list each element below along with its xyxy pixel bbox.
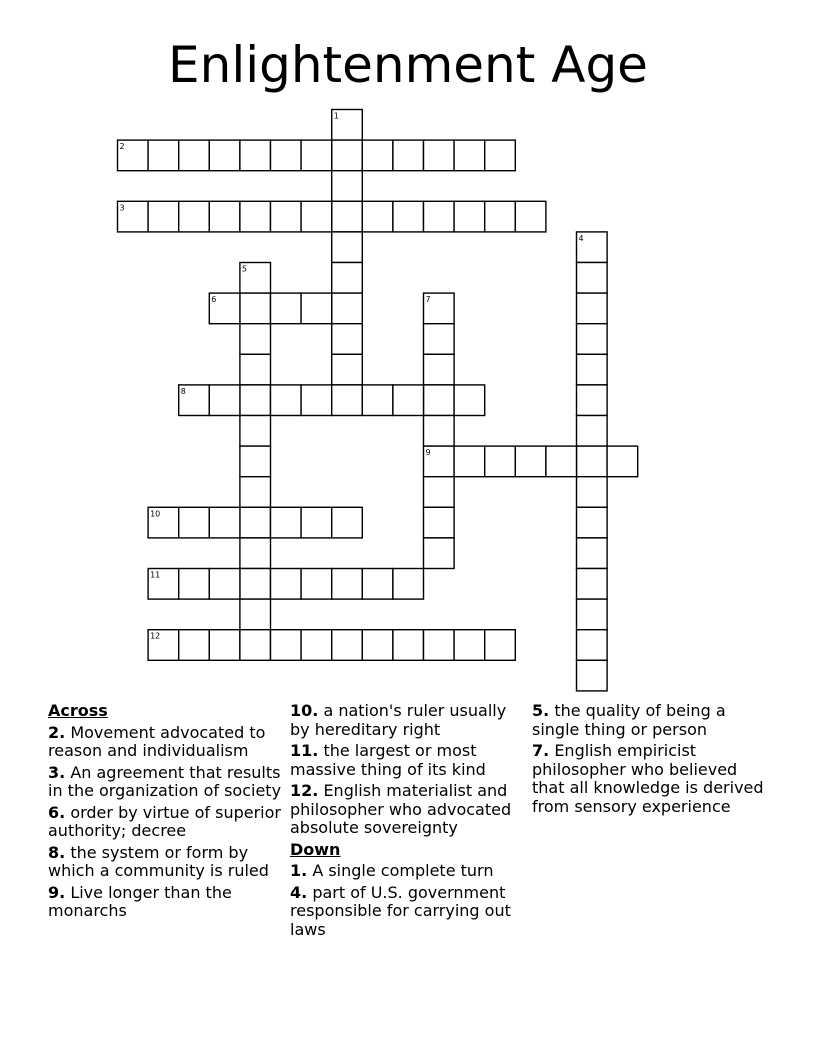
down-heading: Down	[290, 839, 341, 859]
grid-cell[interactable]	[240, 385, 271, 416]
grid-cell[interactable]	[577, 507, 608, 538]
cell-number: 11	[150, 570, 161, 580]
cell-number: 2	[119, 142, 125, 152]
clue-down-1: 1. A single complete turn	[290, 861, 494, 880]
grid-cell[interactable]	[577, 538, 608, 569]
grid-cell[interactable]	[179, 201, 210, 232]
clue-down-5: 5. the quality of being a single thing or person	[532, 701, 726, 739]
grid-cell[interactable]	[148, 201, 179, 232]
clue-across-3: 3. An agreement that results in the organization of society	[48, 762, 282, 800]
grid-cell[interactable]	[240, 477, 271, 508]
clue-down-4: 4. part of U.S. government responsible for carrying out laws	[290, 882, 511, 939]
grid-cell[interactable]	[240, 569, 271, 600]
grid-cell[interactable]	[271, 507, 302, 538]
cell-number: 6	[211, 295, 217, 305]
grid-cell[interactable]	[577, 263, 608, 294]
grid-cell[interactable]	[577, 477, 608, 508]
grid-cell[interactable]	[332, 293, 363, 324]
cell-number: 7	[425, 295, 431, 305]
grid-cell[interactable]	[332, 354, 363, 385]
grid-cell[interactable]	[209, 385, 240, 416]
cell-number: 1	[333, 111, 339, 121]
grid-cell[interactable]	[240, 507, 271, 538]
grid-cell[interactable]	[577, 569, 608, 600]
grid-cell[interactable]	[362, 201, 393, 232]
grid-cell[interactable]	[332, 201, 363, 232]
grid-cell[interactable]	[454, 385, 485, 416]
puzzle-title: Enlightenment Age	[168, 36, 648, 94]
grid-cell[interactable]	[240, 630, 271, 661]
grid-cell[interactable]	[332, 140, 363, 171]
clues-column-1	[48, 702, 283, 924]
grid-cell[interactable]	[362, 385, 393, 416]
grid-cell[interactable]	[393, 201, 424, 232]
grid-cell[interactable]	[240, 201, 271, 232]
clue-across-6: 6. order by virtue of superior authority; decree	[48, 802, 281, 840]
grid-cell[interactable]	[485, 630, 516, 661]
grid-cell[interactable]	[546, 446, 577, 477]
grid-cell[interactable]	[577, 630, 608, 661]
grid-cell[interactable]	[485, 140, 516, 171]
grid-cell[interactable]	[424, 385, 455, 416]
clues-column-2	[290, 702, 526, 942]
grid-cell[interactable]	[485, 201, 516, 232]
cell-number: 10	[150, 509, 161, 519]
grid-cell[interactable]	[179, 507, 210, 538]
grid-cell[interactable]	[424, 324, 455, 355]
grid-cell[interactable]	[332, 507, 363, 538]
cell-number: 5	[241, 264, 247, 274]
grid-cell[interactable]	[577, 416, 608, 447]
grid-cell[interactable]	[301, 201, 332, 232]
grid-cell[interactable]	[179, 630, 210, 661]
grid-cell[interactable]	[607, 446, 638, 477]
grid-cell[interactable]	[301, 385, 332, 416]
grid-cell[interactable]	[362, 630, 393, 661]
grid-cell[interactable]	[209, 201, 240, 232]
grid-cell[interactable]	[577, 385, 608, 416]
grid-cell[interactable]	[240, 446, 271, 477]
grid-cell[interactable]	[271, 630, 302, 661]
grid-cell[interactable]	[454, 140, 485, 171]
grid-cell[interactable]	[515, 446, 546, 477]
grid-cell[interactable]	[393, 140, 424, 171]
grid-cell[interactable]	[240, 293, 271, 324]
grid-cell[interactable]	[301, 293, 332, 324]
grid-cell[interactable]	[332, 569, 363, 600]
cell-number: 4	[578, 233, 584, 243]
grid-cell[interactable]	[362, 140, 393, 171]
grid-cell[interactable]	[240, 538, 271, 569]
across-heading: Across	[48, 701, 108, 720]
clue-across-10: 10. a nation's ruler usually by hereditary right	[290, 701, 507, 739]
grid-cell[interactable]	[240, 140, 271, 171]
grid-cell[interactable]	[209, 140, 240, 171]
grid-cell[interactable]	[424, 507, 455, 538]
grid-cell[interactable]	[362, 569, 393, 600]
grid-cell[interactable]	[301, 569, 332, 600]
grid-cell[interactable]	[301, 630, 332, 661]
clue-across-8: 8. the system or form by which a community is ruled	[48, 842, 269, 880]
grid-cell[interactable]	[332, 385, 363, 416]
grid-cell[interactable]	[454, 446, 485, 477]
grid-cell[interactable]	[271, 201, 302, 232]
grid-cell[interactable]	[454, 630, 485, 661]
grid-cell[interactable]	[271, 569, 302, 600]
grid-cell[interactable]	[271, 140, 302, 171]
clue-down-7: 7. English empiricist philosopher who believed that all knowledge is derived from sensory experience	[532, 741, 764, 816]
grid-cell[interactable]	[577, 446, 608, 477]
grid-cell[interactable]	[240, 324, 271, 355]
grid-cell[interactable]	[577, 324, 608, 355]
grid-cell[interactable]	[485, 446, 516, 477]
grid-cell[interactable]	[393, 569, 424, 600]
grid-cell[interactable]	[577, 293, 608, 324]
grid-cell[interactable]	[424, 477, 455, 508]
grid-cell[interactable]	[424, 538, 455, 569]
grid-cell[interactable]	[577, 354, 608, 385]
grid-cell[interactable]	[393, 385, 424, 416]
cell-number: 9	[425, 448, 431, 458]
grid-cell[interactable]	[301, 140, 332, 171]
clue-across-12: 12. English materialist and philosopher who advocated absolute sovereignty	[290, 781, 512, 837]
grid-cell[interactable]	[393, 630, 424, 661]
grid-cell[interactable]	[424, 201, 455, 232]
cell-number: 8	[180, 386, 186, 396]
grid-cell[interactable]	[332, 630, 363, 661]
grid-cell[interactable]	[179, 569, 210, 600]
grid-cell[interactable]	[148, 140, 179, 171]
grid-cell[interactable]	[209, 569, 240, 600]
cell-number: 12	[150, 631, 161, 641]
grid-cell[interactable]	[240, 599, 271, 630]
cell-number: 3	[119, 203, 125, 213]
grid-cell[interactable]	[577, 599, 608, 630]
grid-cell[interactable]	[454, 201, 485, 232]
grid-cell[interactable]	[424, 140, 455, 171]
grid-cell[interactable]	[332, 232, 363, 263]
grid-cell[interactable]	[332, 171, 363, 202]
clue-across-11: 11. the largest or most massive thing of its kind	[290, 741, 486, 779]
grid-cell[interactable]	[424, 354, 455, 385]
grid-cell[interactable]	[209, 630, 240, 661]
grid-cell[interactable]	[424, 416, 455, 447]
grid-cell[interactable]	[332, 263, 363, 294]
grid-cell[interactable]	[271, 293, 302, 324]
grid-cell[interactable]	[301, 507, 332, 538]
clues-column-3	[532, 702, 768, 819]
clue-across-2: 2. Movement advocated to reason and individualism	[48, 722, 266, 760]
grid-cell[interactable]	[577, 660, 608, 691]
grid-cell[interactable]	[179, 140, 210, 171]
grid-cell[interactable]	[332, 324, 363, 355]
grid-cell[interactable]	[515, 201, 546, 232]
grid-cell[interactable]	[240, 354, 271, 385]
clue-across-9: 9. Live longer than the monarchs	[48, 882, 232, 920]
grid-cell[interactable]	[424, 630, 455, 661]
grid-cell[interactable]	[240, 416, 271, 447]
grid-cell[interactable]	[209, 507, 240, 538]
grid-cell[interactable]	[271, 385, 302, 416]
